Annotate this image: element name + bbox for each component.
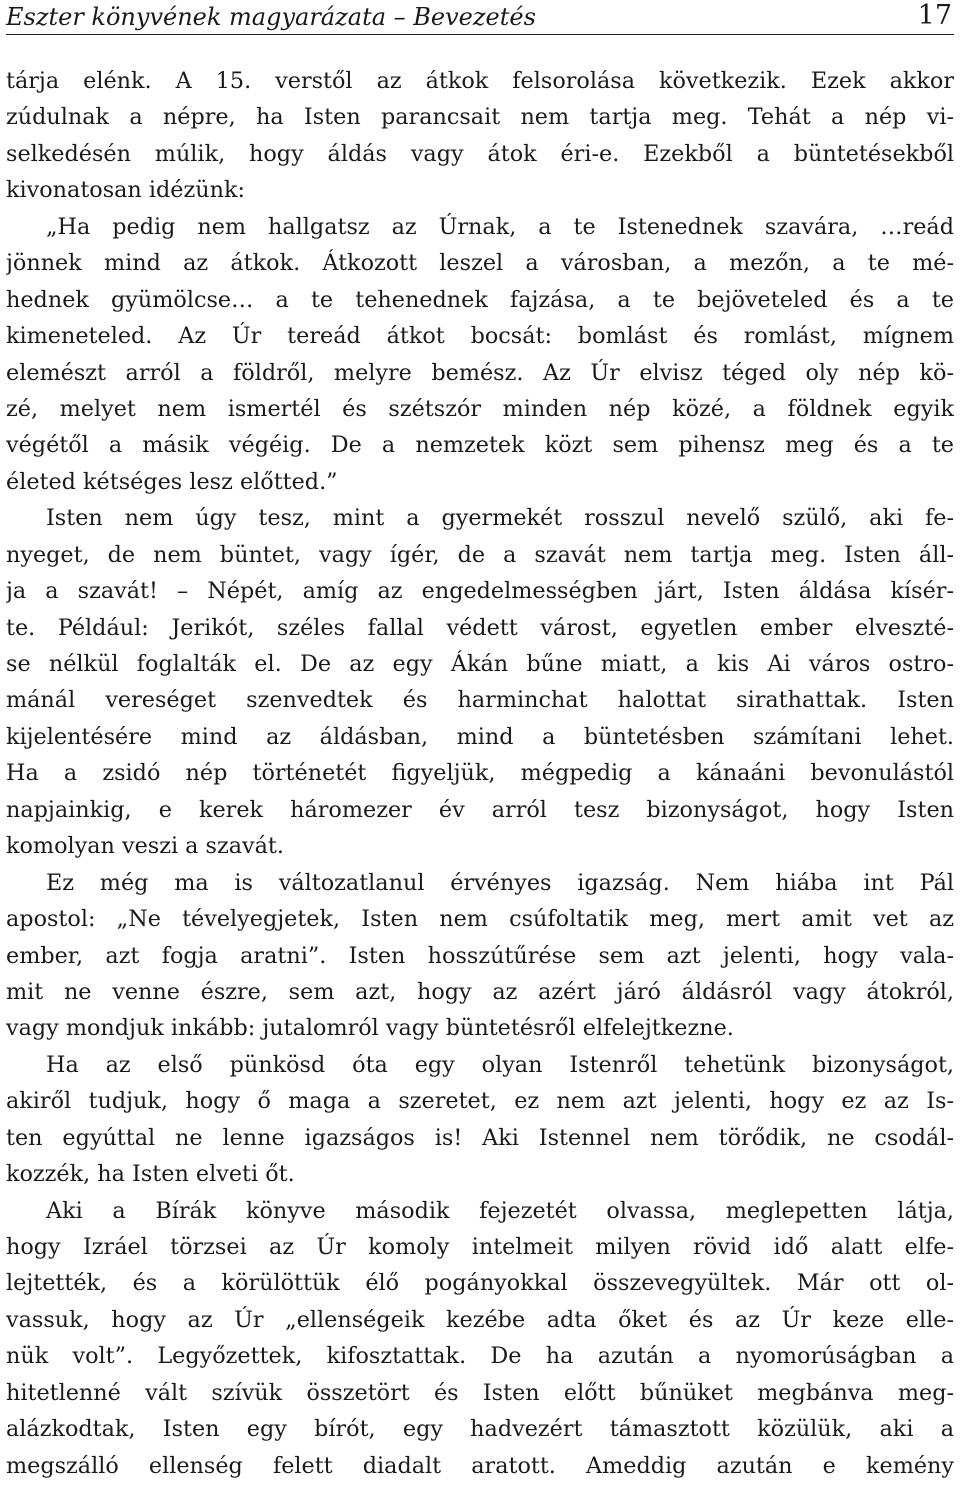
text-line: tárja elénk. A 15. verstől az átkok felsorolása következik. Ezek akkor (6, 68, 954, 94)
text-line: „Ha pedig nem hallgatsz az Úrnak, a te Istenednek szavára, …reád (46, 213, 954, 240)
page-header (6, 0, 954, 35)
text-line: vagy mondjuk inkább: jutalomról vagy büntetésről elfelejtkezne. (6, 1015, 734, 1042)
text-line: ja a szavát! – Népét, amíg az engedelmességben járt, Isten áldása kísér- (6, 578, 954, 605)
text-line: hednek gyümölcse… a te tehenednek fajzása, a te bejöveteled és a te (6, 286, 954, 313)
text-line: hogy Izráel törzsei az Úr komoly intelmeit milyen rövid idő alatt elfe- (6, 1234, 954, 1260)
text-line: akiről tudjuk, hogy ő maga a szeretet, ez nem azt jelenti, hogy ez az Is- (6, 1088, 954, 1115)
text-line: selkedésén múlik, hogy áldás vagy átok éri-e. Ezekből a büntetésekből (6, 140, 954, 167)
text-line: ten egyúttal ne lenne igazságos is! Aki Istennel nem törődik, ne csodál- (6, 1124, 954, 1151)
text-line: kozzék, ha Isten elveti őt. (6, 1161, 295, 1188)
text-line: hitetlenné vált szívük összetört és Isten előtt bűnüket megbánva meg- (6, 1379, 954, 1406)
running-title: Eszter könyvének magyarázata – Bevezetés (6, 3, 536, 31)
text-line: elemészt arról a földről, melyre bemész. Az Úr elvisz téged oly nép kö- (6, 359, 954, 386)
text-line: Ha a zsidó nép történetét figyeljük, mégpedig a kánaáni bevonulástól (6, 760, 954, 787)
text-line: nük volt”. Legyőzettek, kifosztattak. De ha azután a nyomorúságban a (6, 1343, 954, 1370)
text-line: végétől a másik végéig. De a nemzetek közt sem pihensz meg és a te (6, 432, 954, 459)
text-line: kivonatosan idézünk: (6, 177, 245, 204)
text-line: ember, azt fogja aratni”. Isten hosszútűrése sem azt jelenti, hogy vala- (6, 942, 954, 969)
text-line: mánál vereséget szenvedtek és harminchat halottat sirathattak. Isten (6, 687, 954, 714)
text-line: vassuk, hogy az Úr „ellenségeik kezébe adta őket és az Úr keze elle- (6, 1306, 954, 1333)
text-line: Ha az első pünkösd óta egy olyan Istenről tehetünk bizonyságot, (46, 1051, 954, 1078)
text-line: Ez még ma is változatlanul érvényes igazság. Nem hiába int Pál (46, 869, 954, 896)
text-line: lejtették, és a körülöttük élő pogányokkal összevegyültek. Már ott ol- (6, 1270, 954, 1297)
page-number: 17 (917, 0, 952, 31)
text-line: zé, melyet nem ismertél és szétszór minden nép közé, a földnek egyik (6, 395, 954, 422)
text-line: Aki a Bírák könyve második fejezetét olvassa, meglepetten látja, (46, 1197, 954, 1224)
body-text (6, 63, 954, 1484)
text-line: megszálló ellenség felett diadalt aratott. Ameddig azután e kemény (6, 1452, 954, 1479)
text-line: nyeget, de nem büntet, vagy ígér, de a szavát nem tartja meg. Isten áll- (6, 541, 954, 568)
text-line: mit ne venne észre, sem azt, hogy az azért járó áldásról vagy átokról, (6, 978, 954, 1005)
text-line: se nélkül foglalták el. De az egy Ákán bűne miatt, a kis Ai város ostro- (6, 651, 954, 677)
text-line: zúdulnak a népre, ha Isten parancsait nem tartja meg. Tehát a nép vi- (6, 104, 954, 131)
text-line: kimeneteled. Az Úr tereád átkot bocsát: bomlást és romlást, mígnem (6, 323, 954, 350)
text-line: te. Például: Jerikót, széles fallal védett várost, egyetlen ember elveszté- (6, 614, 954, 641)
text-line: jönnek mind az átkok. Átkozott leszel a városban, a mezőn, a te mé- (6, 250, 954, 277)
text-line: kijelentésére mind az áldásban, mind a büntetésben számítani lehet. (6, 723, 954, 750)
text-line: apostol: „Ne tévelyegjetek, Isten nem csúfoltatik meg, mert amit vet az (6, 906, 954, 933)
text-line: napjainkig, e kerek háromezer év arról tesz bizonyságot, hogy Isten (6, 796, 954, 823)
text-line: komolyan veszi a szavát. (6, 833, 284, 860)
text-line: alázkodtak, Isten egy bírót, egy hadvezért támasztott közülük, aki a (6, 1416, 954, 1443)
text-line: életed kétséges lesz előtted.” (6, 468, 338, 495)
text-line: Isten nem úgy tesz, mint a gyermekét rosszul nevelő szülő, aki fe- (46, 505, 954, 532)
